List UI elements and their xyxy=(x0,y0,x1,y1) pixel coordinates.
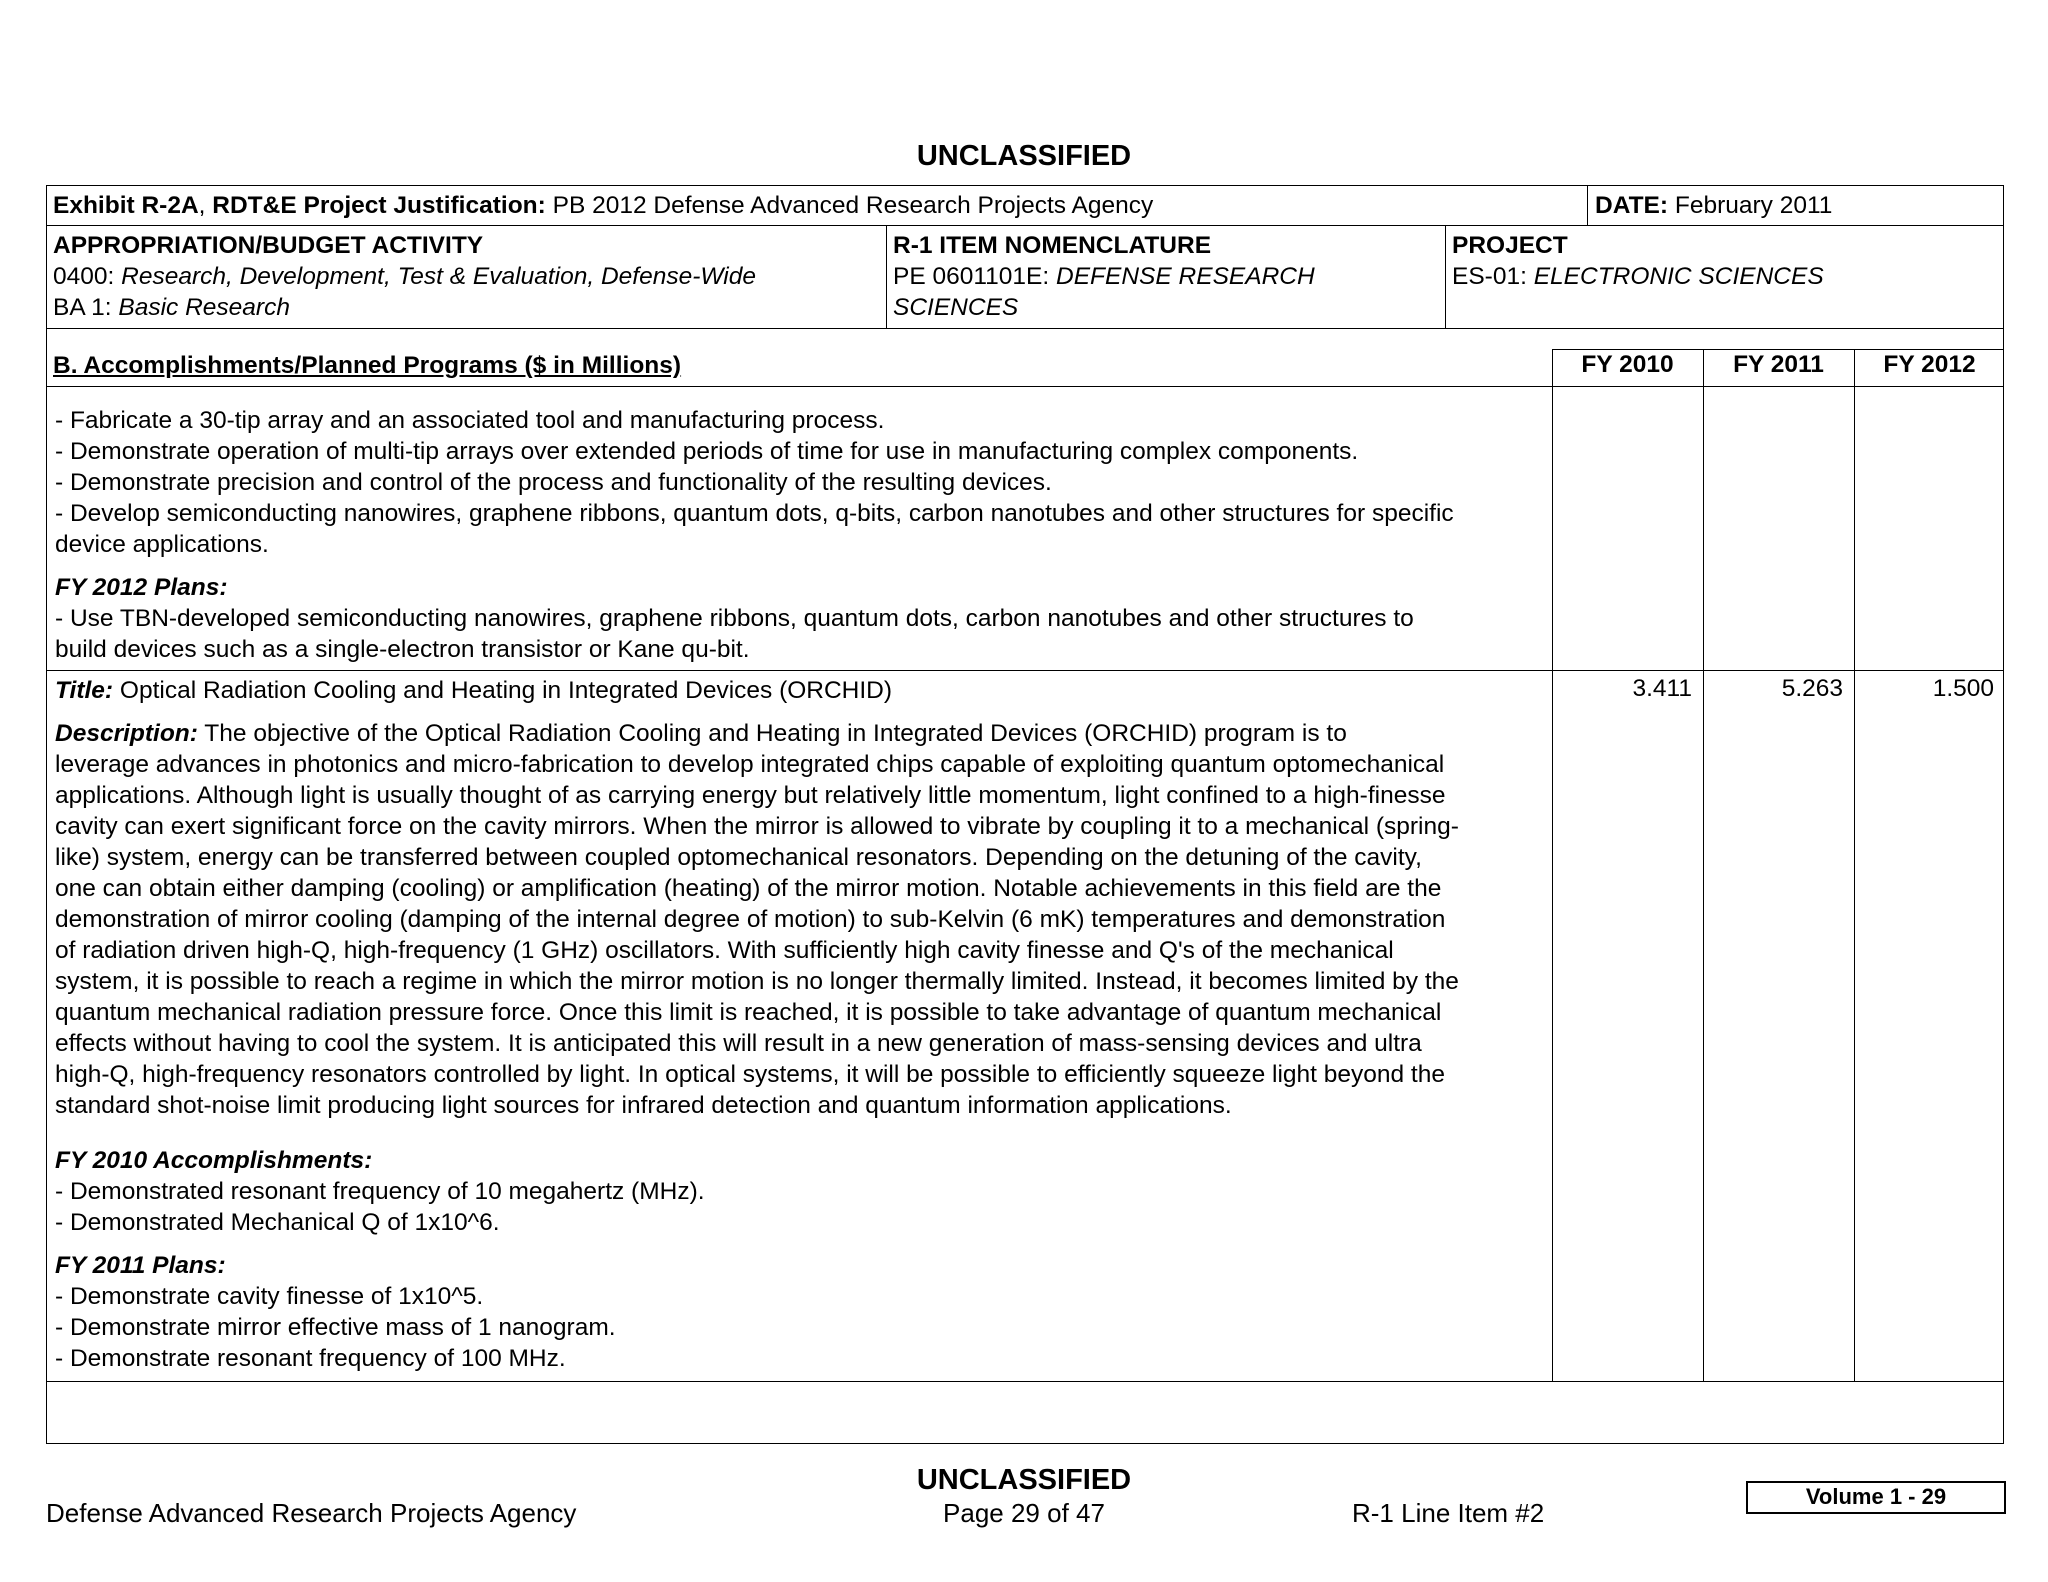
title-text: Optical Radiation Cooling and Heating in Integrated Devices (ORCHID) xyxy=(113,677,893,704)
orchid-title xyxy=(55,675,1555,706)
description-line: cavity can exert significant force on the cavity mirrors. When the mirror is allowed to vibrate by coupling it to a mechanical (spring- xyxy=(55,813,1459,840)
exhibit-sep: , xyxy=(198,192,213,219)
project-code: ES-01: xyxy=(1452,263,1534,290)
list-item: - Fabricate a 30-tip array and an associated tool and manufacturing process. xyxy=(55,407,885,434)
agency-line: PB 2012 Defense Advanced Research Projects Agency xyxy=(545,192,1154,219)
col-header-fy2011: FY 2011 xyxy=(1733,351,1824,378)
list-item: build devices such as a single-electron transistor or Kane qu-bit. xyxy=(55,636,750,663)
classification-bottom: UNCLASSIFIED xyxy=(916,1464,1132,1496)
section-title: B. Accomplishments/Planned Programs ($ in Millions) xyxy=(53,352,682,379)
footer-agency: Defense Advanced Research Projects Agency xyxy=(46,1498,577,1528)
description-line: effects without having to cool the system. It is anticipated this will result in a new generation of mass-sensing devices and ultra xyxy=(55,1030,1422,1057)
rule-date-divider xyxy=(1587,186,1588,225)
ba-code: BA 1: xyxy=(53,294,119,321)
r1-name: DEFENSE RESEARCH xyxy=(1056,263,1315,290)
list-item: - Demonstrate operation of multi-tip arrays over extended periods of time for use in manufacturing complex components. xyxy=(55,438,1359,465)
continued-accomplishments xyxy=(55,405,1555,665)
appropriation-name: Research, Development, Test & Evaluation, Defense-Wide xyxy=(121,263,756,290)
fy2012-plans-heading: FY 2012 Plans: xyxy=(55,574,228,601)
footer-line-item: R-1 Line Item #2 xyxy=(1352,1498,1545,1528)
rule-fy2012-col xyxy=(1854,349,1855,1381)
footer-page-number: Page 29 of 47 xyxy=(943,1498,1105,1528)
appropriation-block xyxy=(53,230,756,323)
list-item: - Demonstrate precision and control of the process and functionality of the resulting devices. xyxy=(55,469,1052,496)
list-item: - Develop semiconducting nanowires, graphene ribbons, quantum dots, q-bits, carbon nanotubes and other structures for specific xyxy=(55,500,1454,527)
description-line: leverage advances in photonics and micro-fabrication to develop integrated chips capable of exploiting quantum optomechanical xyxy=(55,751,1445,778)
rule-fy2011-col xyxy=(1703,349,1704,1381)
rule-project-divider xyxy=(1445,225,1446,328)
list-item: - Demonstrate resonant frequency of 100 MHz. xyxy=(55,1345,566,1372)
appropriation-code: 0400: xyxy=(53,263,122,290)
description-line: one can obtain either damping (cooling) or amplification (heating) of the mirror motion. Notable achievements in this field are the xyxy=(55,875,1442,902)
classification-top: UNCLASSIFIED xyxy=(916,140,1132,172)
col-header-fy2012: FY 2012 xyxy=(1883,351,1976,378)
r1-name-cont: SCIENCES xyxy=(893,294,1019,321)
rule-r1-divider xyxy=(886,225,887,328)
justification-label: RDT&E Project Justification: xyxy=(212,192,546,219)
r1-label: R-1 ITEM NOMENCLATURE xyxy=(893,232,1212,259)
description-line: applications. Although light is usually thought of as carrying energy but relatively little momentum, light confined to a high-finesse xyxy=(55,782,1446,809)
description-text: The objective of the Optical Radiation Cooling and Heating in Integrated Devices (ORCHID) program is to xyxy=(197,720,1347,747)
description-line: of radiation driven high-Q, high-frequency (1 GHz) oscillators. With sufficiently high cavity finesse and Q's of the mechanical xyxy=(55,937,1394,964)
list-item: - Demonstrated Mechanical Q of 1x10^6. xyxy=(55,1209,500,1236)
title-label: Title: xyxy=(55,677,114,704)
r1-block xyxy=(893,230,1315,323)
list-item: device applications. xyxy=(55,531,269,558)
list-item: - Demonstrated resonant frequency of 10 megahertz (MHz). xyxy=(55,1178,705,1205)
orchid-fy2010-value: 3.411 xyxy=(1632,675,1692,702)
list-item: - Use TBN-developed semiconducting nanowires, graphene ribbons, quantum dots, carbon nanotubes and other structures to xyxy=(55,605,1414,632)
orchid-description xyxy=(55,718,1555,749)
ba-name: Basic Research xyxy=(118,294,290,321)
exhibit-title xyxy=(53,190,1153,221)
list-item: - Demonstrate cavity finesse of 1x10^5. xyxy=(55,1283,484,1310)
rule-orchid xyxy=(47,1381,2003,1382)
orchid-section xyxy=(55,675,1555,1374)
description-line: quantum mechanical radiation pressure force. Once this limit is reached, it is possible to take advantage of quantum mechanical xyxy=(55,999,1442,1026)
list-item: - Demonstrate mirror effective mass of 1 nanogram. xyxy=(55,1314,616,1341)
rule-header xyxy=(47,225,2003,226)
orchid-fy2012-value: 1.500 xyxy=(1932,675,1994,702)
orchid-fy2011-value: 5.263 xyxy=(1781,675,1843,702)
fy2010-accomplishments-heading: FY 2010 Accomplishments: xyxy=(55,1147,373,1174)
appropriation-label: APPROPRIATION/BUDGET ACTIVITY xyxy=(53,232,484,259)
description-line: system, it is possible to reach a regime in which the mirror motion is no longer thermally limited. Instead, it becomes limited by the xyxy=(55,968,1459,995)
rule-fy-header-top xyxy=(1552,349,2003,350)
date-field xyxy=(1595,190,1832,221)
project-name: ELECTRONIC SCIENCES xyxy=(1533,263,1824,290)
fy2011-plans-heading: FY 2011 Plans: xyxy=(55,1252,226,1279)
exhibit-label: Exhibit R-2A xyxy=(53,192,199,219)
description-line: like) system, energy can be transferred between coupled optomechanical resonators. Depending on the detuning of the cavity, xyxy=(55,844,1422,871)
description-line: demonstration of mirror cooling (damping of the internal degree of motion) to sub-Kelvin (6 mK) temperatures and demonstration xyxy=(55,906,1446,933)
volume-badge: Volume 1 - 29 xyxy=(1746,1481,2006,1514)
description-line: standard shot-noise limit producing light sources for infrared detection and quantum information applications. xyxy=(55,1092,1232,1119)
project-label: PROJECT xyxy=(1452,232,1568,259)
date-label: DATE: xyxy=(1595,192,1669,219)
project-block xyxy=(1452,230,1824,292)
description-label: Description: xyxy=(55,720,198,747)
description-line: high-Q, high-frequency resonators controlled by light. In optical systems, it will be possible to efficiently squeeze light beyond the xyxy=(55,1061,1445,1088)
rule-info xyxy=(47,328,2003,329)
col-header-fy2010: FY 2010 xyxy=(1581,351,1674,378)
date-value: February 2011 xyxy=(1668,192,1833,219)
rule-section xyxy=(47,386,2003,387)
r1-code: PE 0601101E: xyxy=(893,263,1057,290)
rule-continued xyxy=(47,670,2003,671)
